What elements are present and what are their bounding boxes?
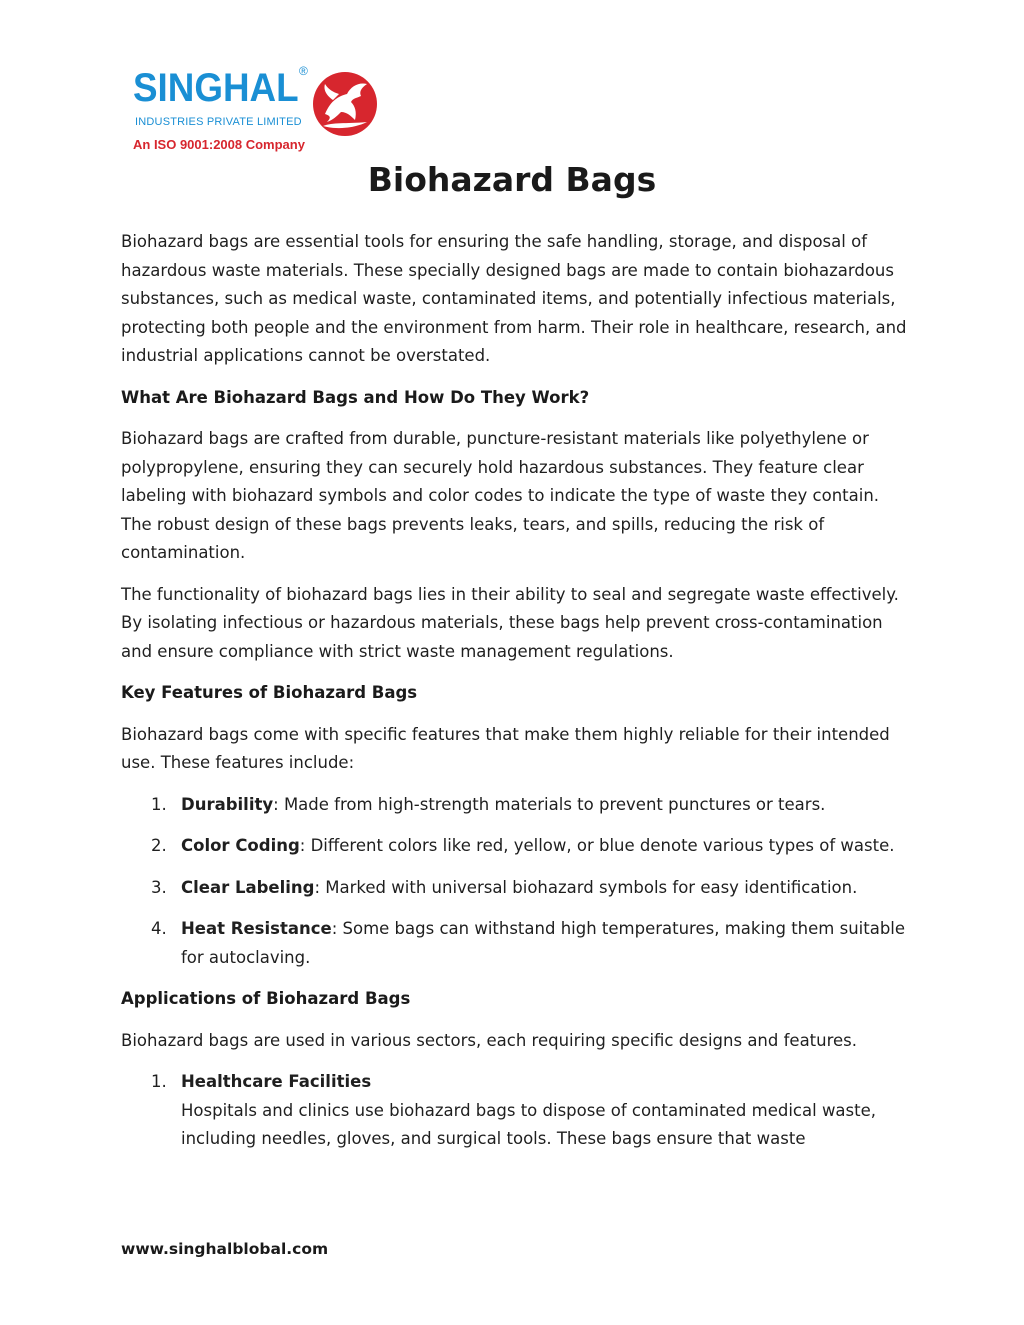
list-term: Healthcare Facilities	[181, 1072, 372, 1091]
list-number: 4.	[151, 919, 167, 938]
list-item	[121, 791, 911, 820]
section1-paragraph-2: The functionality of biohazard bags lies in their ability to seal and segregate waste effectively. By isolating infectious or hazardous materials, these bags help prevent cross-contamination and ensure compliance with strict waste management regulations.	[121, 584, 899, 661]
list-number: 3.	[151, 877, 167, 897]
registered-mark: ®	[299, 64, 308, 78]
list-item	[121, 874, 911, 903]
section-heading-how-they-work: What Are Biohazard Bags and How Do They Work?	[121, 387, 590, 407]
company-logo	[133, 62, 383, 157]
list-number: 1.	[151, 794, 167, 814]
article-body	[121, 228, 911, 1167]
applications-list	[121, 1068, 911, 1154]
list-item	[121, 915, 911, 972]
page-title: Biohazard Bags	[367, 160, 657, 199]
footer-website: www.singhalblobal.com	[121, 1240, 329, 1258]
list-item	[121, 1068, 911, 1154]
list-term: Heat Resistance	[181, 919, 332, 938]
logo-iso-tagline: An ISO 9001:2008 Company	[133, 137, 305, 152]
list-desc: : Marked with universal biohazard symbols for easy identification.	[314, 877, 858, 897]
list-desc: : Some bags can withstand high temperatures, making them suitable for autoclaving.	[181, 919, 906, 967]
list-desc: : Made from high-strength materials to prevent punctures or tears.	[273, 794, 826, 814]
list-item	[121, 832, 911, 861]
list-number: 1.	[151, 1072, 167, 1091]
list-desc: Hospitals and clinics use biohazard bags to dispose of contaminated medical waste, including needles, gloves, and surgical tools. These bags ensure that waste	[181, 1100, 877, 1148]
list-term: Durability	[181, 794, 274, 814]
list-number: 2.	[151, 836, 167, 855]
section1-paragraph-1: Biohazard bags are crafted from durable, puncture-resistant materials like polyethylene or polypropylene, ensuring they can securely hold hazardous substances. They feature clear labeling with biohazard symbols and color codes to indicate the type of waste they contain. The robust design of these bags prevents leaks, tears, and spills, reducing the risk of contamination.	[121, 429, 880, 562]
list-term: Clear Labeling	[181, 877, 315, 897]
list-term: Color Coding	[181, 836, 300, 855]
list-desc: : Different colors like red, yellow, or blue denote various types of waste.	[299, 836, 895, 855]
pegasus-emblem-icon	[311, 70, 379, 138]
section2-intro: Biohazard bags come with specific features that make them highly reliable for their intended use. These features include:	[121, 724, 890, 772]
features-list	[121, 791, 911, 973]
section-heading-key-features: Key Features of Biohazard Bags	[121, 683, 418, 702]
intro-paragraph: Biohazard bags are essential tools for ensuring the safe handling, storage, and disposal of hazardous waste materials. These specially designed bags are made to contain biohazardous substances, such as medical waste, contaminated items, and potentially infectious materials, protecting both people and the environment from harm. Their role in healthcare, research, and industrial applications cannot be overstated.	[121, 232, 907, 365]
section-heading-applications: Applications of Biohazard Bags	[121, 989, 411, 1008]
logo-name: SINGHAL	[133, 66, 299, 110]
logo-subtitle: INDUSTRIES PRIVATE LIMITED	[135, 116, 302, 128]
section3-intro: Biohazard bags are used in various sectors, each requiring specific designs and features.	[121, 1030, 858, 1050]
